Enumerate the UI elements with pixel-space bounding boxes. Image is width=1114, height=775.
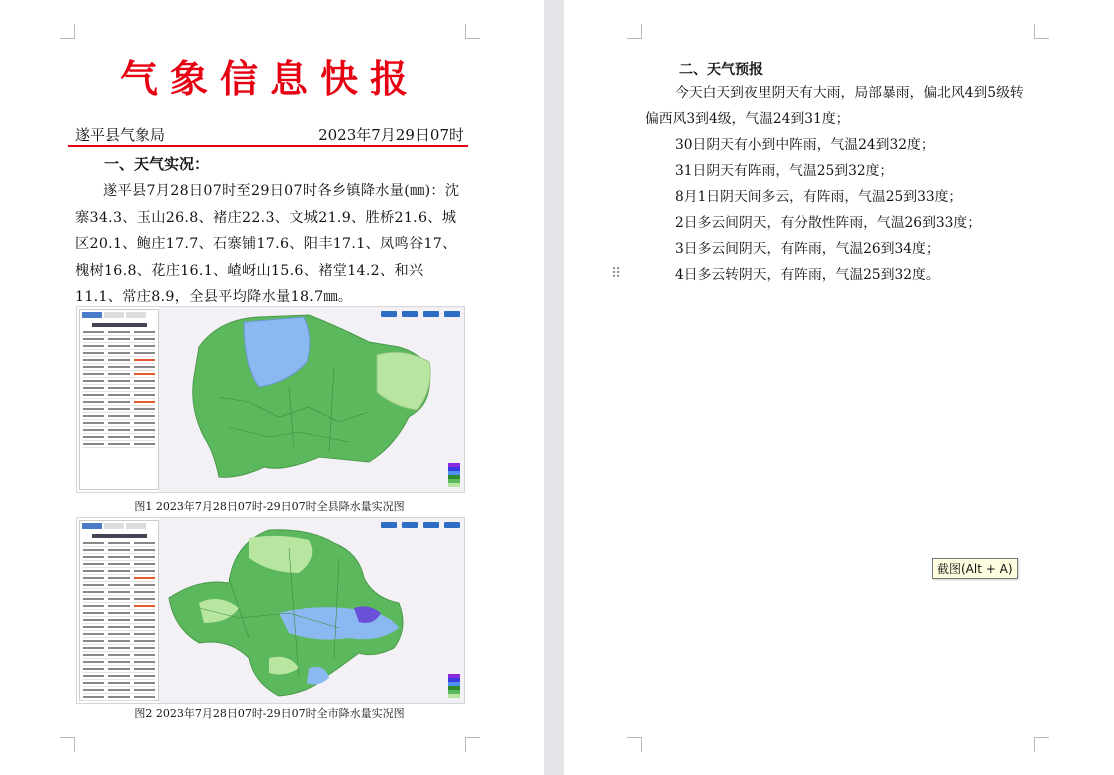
- forecast-line[interactable]: 4日多云转阴天，有阵雨，气温25到32度。: [675, 267, 940, 283]
- crop-mark: [1034, 737, 1049, 752]
- station-table-panel: [79, 520, 159, 701]
- city-rainfall-map[interactable]: [76, 517, 465, 704]
- rainfall-legend: [448, 674, 460, 698]
- forecast-line[interactable]: 30日阴天有小到中阵雨，气温24到32度；: [675, 137, 935, 153]
- crop-mark: [465, 24, 480, 39]
- drag-handle-icon[interactable]: ⠿: [611, 266, 620, 282]
- screenshot-tooltip: 截图(Alt + A): [932, 558, 1018, 579]
- issue-date: 2023年7月29日07时: [318, 126, 464, 144]
- page-gutter: [544, 0, 564, 775]
- forecast-line[interactable]: 3日多云间阴天，有阵雨，气温26到34度；: [675, 241, 940, 257]
- observation-paragraph[interactable]: 遂平县7月28日07时至29日07时各乡镇降水量(㎜)：沈寨34.3、玉山26.8、褚庄22.3、文城21.9、胜桥21.6、城区20.1、鲍庄17.7、石寨铺17.6、阳丰17.1、凤鸣谷17、槐树16.8、花庄16.1、嵖岈山15.6、褚堂14.2、和兴11.1、常庄8.9，全县平均降水量18.7㎜。: [75, 183, 460, 305]
- map-area: [159, 307, 464, 492]
- crop-mark: [60, 24, 75, 39]
- forecast-line[interactable]: 2日多云间阴天，有分散性阵雨，气温26到33度；: [675, 215, 982, 231]
- section-heading-forecast: 二、天气预报: [679, 62, 763, 78]
- forecast-line[interactable]: 31日阴天有阵雨，气温25到32度；: [675, 163, 894, 179]
- figure-1-caption: 图1 2023年7月28日07时-29日07时全县降水量实况图: [134, 500, 405, 513]
- station-table-panel: [79, 309, 159, 490]
- issuing-organization: 遂平县气象局: [75, 126, 166, 144]
- section-heading-observation: 一、天气实况：: [104, 155, 210, 173]
- crop-mark: [465, 737, 480, 752]
- map-toolbar[interactable]: [381, 311, 460, 317]
- forecast-line[interactable]: 今天白天到夜里阴天有大雨，局部暴雨，偏北风4到5级转偏西风3到4级，气温24到31度；: [645, 85, 1024, 127]
- figure-2-caption: 图2 2023年7月28日07时-29日07时全市降水量实况图: [134, 707, 405, 720]
- rainfall-legend: [448, 463, 460, 487]
- crop-mark: [627, 24, 642, 39]
- crop-mark: [60, 737, 75, 752]
- document-page-1: [0, 0, 544, 775]
- county-rainfall-map[interactable]: [76, 306, 465, 493]
- map-area: [159, 518, 464, 703]
- header-divider: [68, 145, 468, 147]
- bulletin-title: 气象信息快报: [119, 56, 420, 101]
- crop-mark: [627, 737, 642, 752]
- forecast-line[interactable]: 8月1日阴天间多云，有阵雨，气温25到33度；: [675, 189, 963, 205]
- crop-mark: [1034, 24, 1049, 39]
- map-toolbar[interactable]: [381, 522, 460, 528]
